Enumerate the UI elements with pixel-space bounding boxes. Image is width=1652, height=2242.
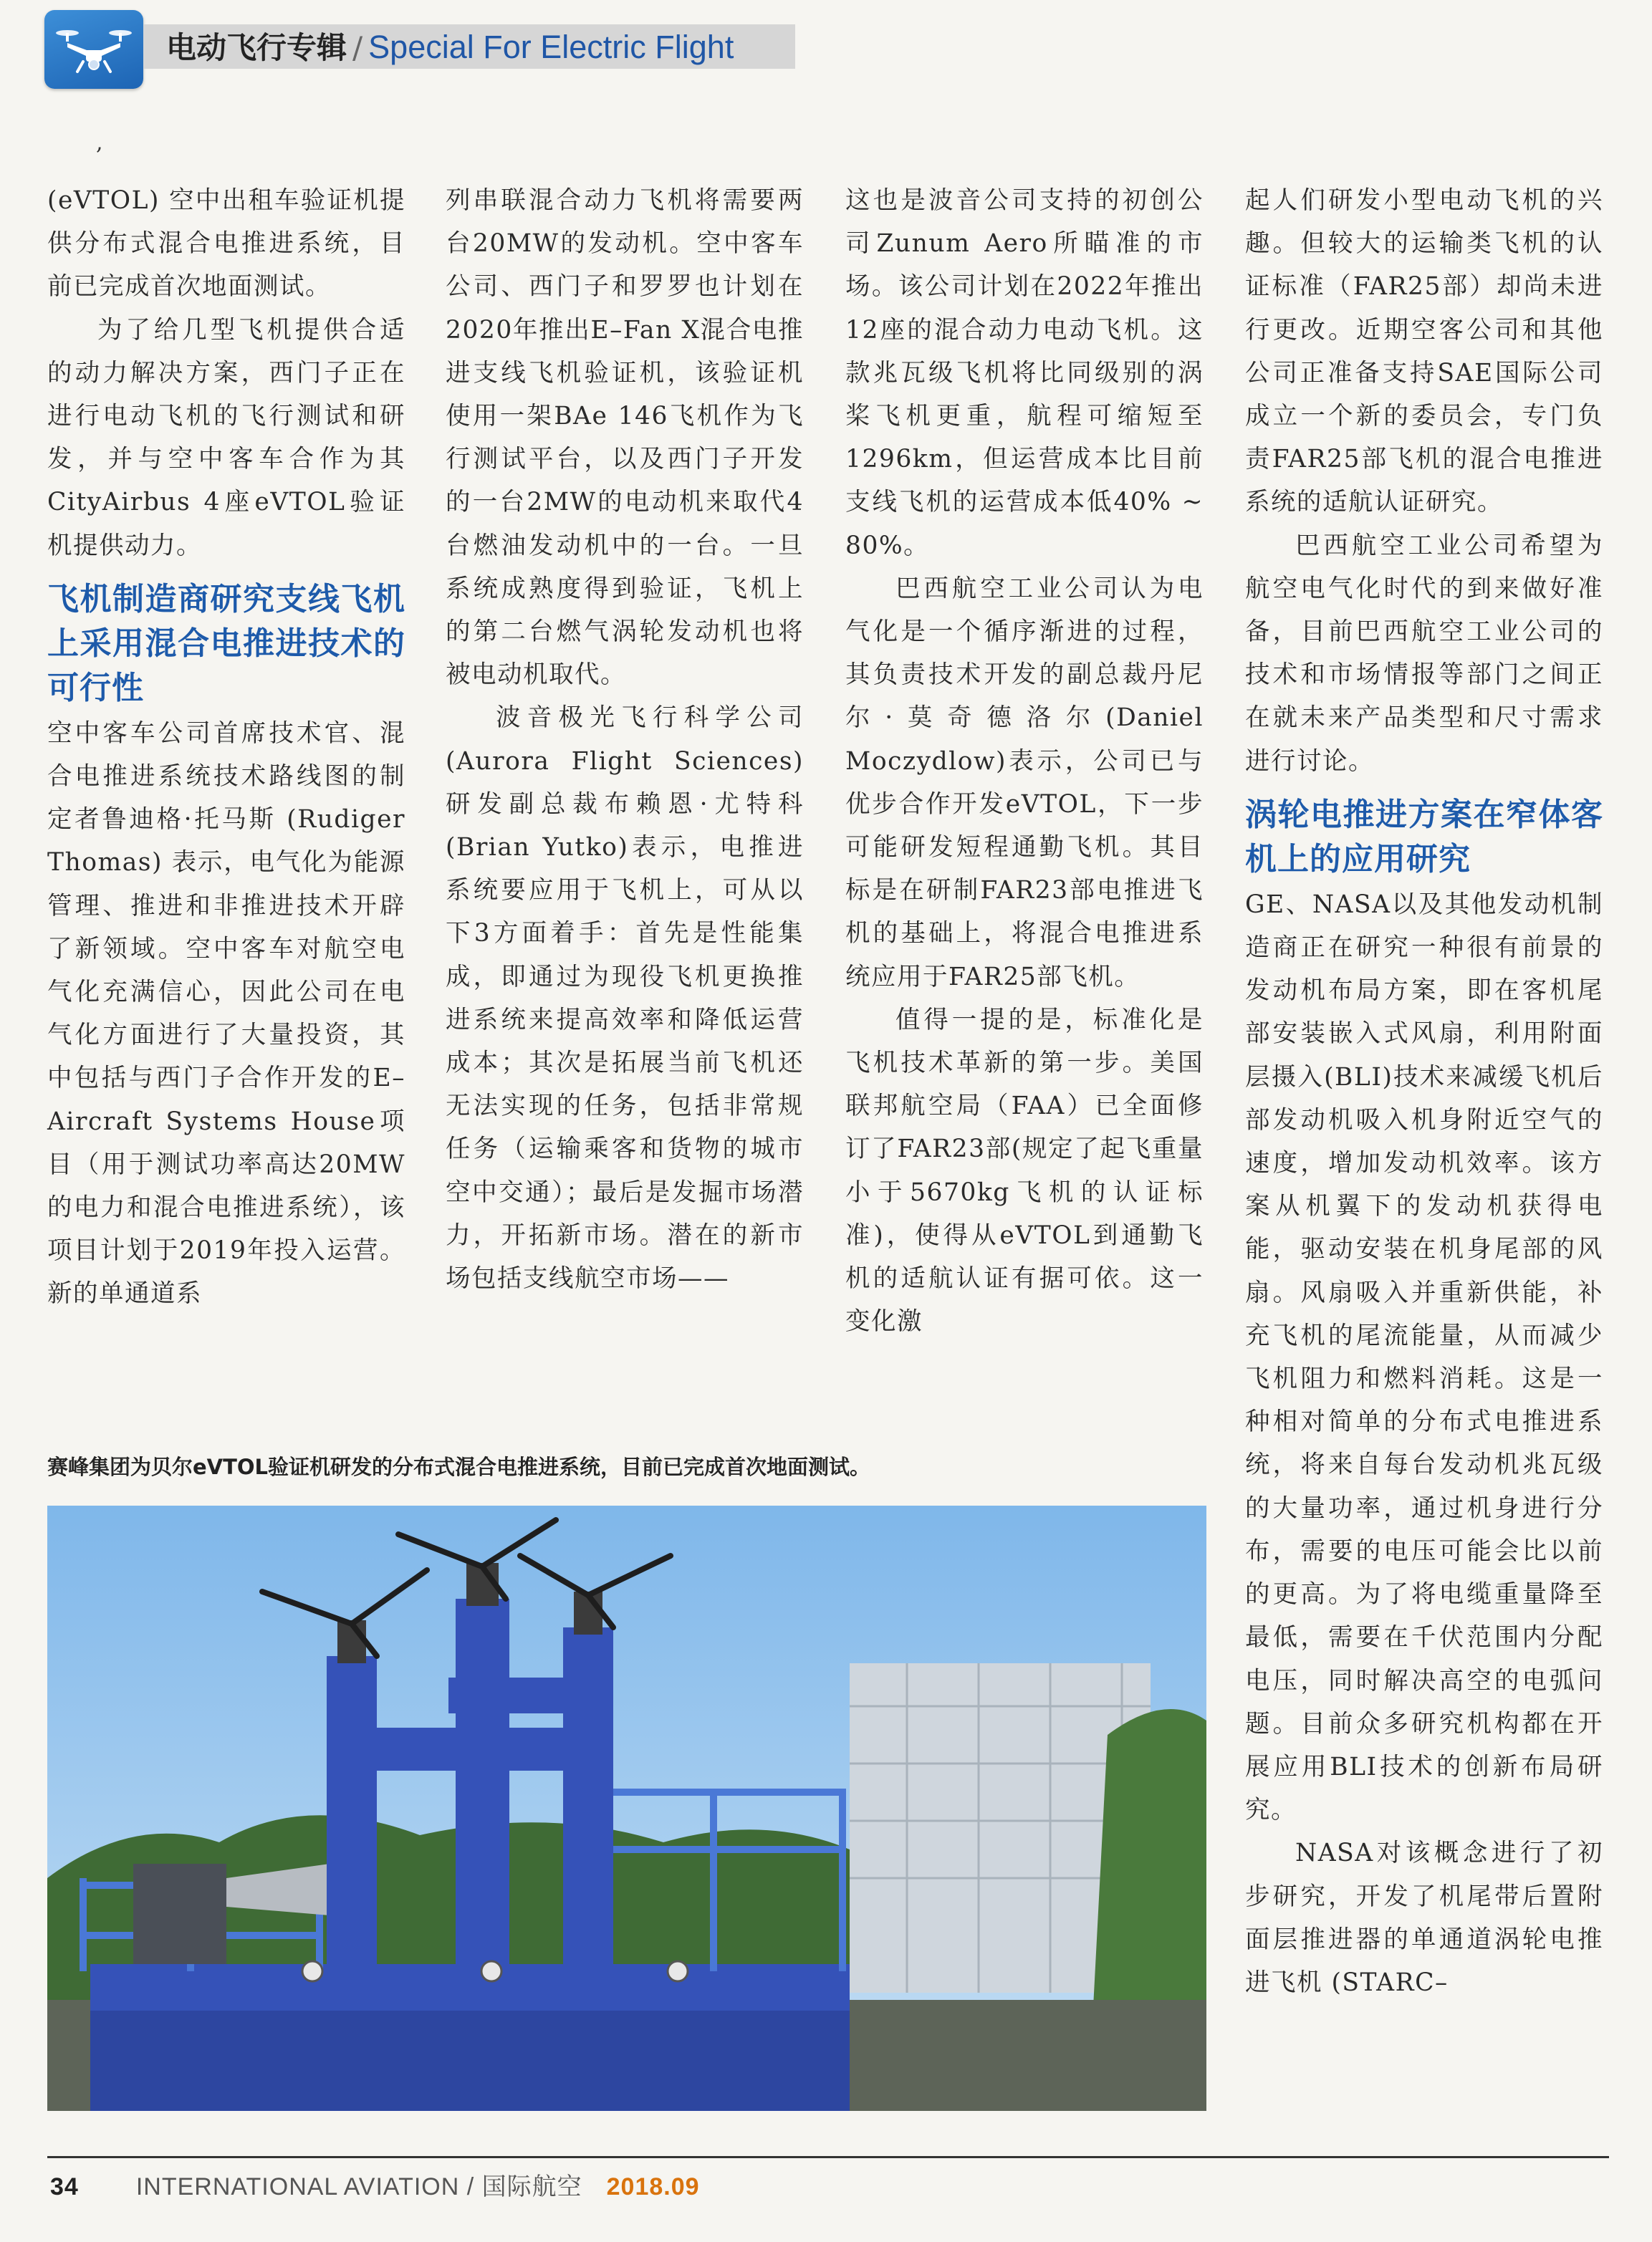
paragraph: 起人们研发小型电动飞机的兴趣。但较大的运输类飞机的认证标准（FAR25部）却尚未进行更改。近期空客公司和其他公司正准备支持SAE国际公司成立一个新的委员会，专门负责FAR25部飞机的混合电推进系统的适航认证研究。 xyxy=(1245,186,1603,517)
photo-caption: 赛峰集团为贝尔eVTOL验证机研发的分布式混合电推进系统，目前已完成首次地面测试。 xyxy=(47,1455,871,1479)
paragraph: 巴西航空工业公司认为电气化是一个循序渐进的过程，其负责技术开发的副总裁丹尼尔·莫奇德洛尔(Daniel Moczydlow)表示，公司已与优步合作开发eVTOL，下一步可能研发短程通勤飞机。其目标是在研制FAR23部电推进飞机的基础上，将混合电推进系统应用于FAR25部飞机。 xyxy=(845,574,1204,991)
stray-mark: , xyxy=(96,130,103,155)
paragraph: 波音极光飞行科学公司(Aurora Flight Sciences)研发副总裁布赖恩·尤特科(Brian Yutko)表示，电推进系统要应用于飞机上，可从以下3方面着手：首先是性能集成，即通过为现役飞机更换推进系统来提高效率和降低运营成本；其次是拓展当前飞机还无法实现的任务，包括非常规任务（运输乘客和货物的城市空中交通）；最后是发掘市场潜力，开拓新市场。潜在的新市场包括支线航空市场—— xyxy=(446,703,804,1294)
paragraph: 值得一提的是，标准化是飞机技术革新的第一步。美国联邦航空局（FAA）已全面修订了FAR23部(规定了起飞重量小于5670kg飞机的认证标准)，使得从eVTOL到通勤飞机的适航认证有据可依。这一变化激 xyxy=(845,1005,1204,1337)
page-number: 34 xyxy=(50,2173,79,2200)
paragraph: 为了给几型飞机提供合适的动力解决方案，西门子正在进行电动飞机的飞行测试和研发，并与空中客车合作为其CityAirbus 4座eVTOL验证机提供动力。 xyxy=(47,315,405,560)
paragraph: 列串联混合动力飞机将需要两台20MW的发动机。空中客车公司、西门子和罗罗也计划在2020年推出E–Fan X混合电推进支线飞机验证机，该验证机使用一架BAe 146飞机作为飞行测试平台，以及西门子开发的一台2MW的电动机来取代4台燃油发动机中的一台。一旦系统成熟度得到验证，飞机上的第二台燃气涡轮发动机也将被电动机取代。 xyxy=(446,186,804,690)
paragraph: 巴西航空工业公司希望为航空电气化时代的到来做好准备，目前巴西航空工业公司的技术和市场情报等部门之间正在就未来产品类型和尺寸需求进行讨论。 xyxy=(1245,531,1603,776)
page-footer xyxy=(50,2170,700,2203)
magazine-name-cn: 国际航空 xyxy=(481,2173,582,2200)
article-column-2 xyxy=(446,179,804,1300)
drone-icon xyxy=(54,21,133,79)
section-title xyxy=(166,26,734,69)
paragraph: (eVTOL) 空中出租车验证机提供分布式混合电推进系统，目前已完成首次地面测试。 xyxy=(47,186,405,302)
section-title-cn: 电动飞行专辑 xyxy=(166,30,347,65)
title-separator: / xyxy=(352,30,363,65)
section-heading: 飞机制造商研究支线飞机上采用混合电推进技术的可行性 xyxy=(47,580,405,706)
article-column-1 xyxy=(47,179,405,1316)
paragraph: NASA对该概念进行了初步研究，开发了机尾带后置附面层推进器的单通道涡轮电推进飞机 (STARC– xyxy=(1245,1839,1603,1997)
article-column-4 xyxy=(1245,179,1603,2004)
paragraph: 这也是波音公司支持的初创公司Zunum Aero所瞄准的市场。该公司计划在2022年推出12座的混合动力电动飞机。这款兆瓦级飞机将比同级别的涡桨飞机更重，航程可缩短至1296km，但运营成本比目前支线飞机的运营成本低40% ~ 80%。 xyxy=(845,186,1204,560)
section-title-en: Special For Electric Flight xyxy=(368,29,734,65)
paragraph: GE、NASA以及其他发动机制造商正在研究一种很有前景的发动机布局方案，即在客机尾部安装嵌入式风扇，利用附面层摄入(BLI)技术来减缓飞机后部发动机吸入机身附近空气的速度，增加发动机效率。该方案从机翼下的发动机获得电能，驱动安装在机身尾部的风扇。风扇吸入并重新供能，补充飞机的尾流能量，从而减少飞机阻力和燃料消耗。这是一种相对简单的分布式电推进系统，将来自每台发动机兆瓦级的大量功率，通过机身进行分布，需要的电压可能会比以前的更高。为了将电缆重量降至最低，需要在千伏范围内分配电压，同时解决高空的电弧问题。目前众多研究机构都在开展应用BLI技术的创新布局研究。 xyxy=(1245,890,1603,1825)
magazine-name-en: INTERNATIONAL AVIATION / xyxy=(135,2173,475,2200)
paragraph: 空中客车公司首席技术官、混合电推进系统技术路线图的制定者鲁迪格·托马斯 (Rudiger Thomas) 表示，电气化为能源管理、推进和非推进技术开辟了新领域。空中客车对航空电气化充满信心，因此公司在电气化方面进行了大量投资，其中包括与西门子合作开发的E–Aircraft Systems House项目（用于测试功率高达20MW的电力和混合电推进系统），该项目计划于2019年投入运营。新的单通道系 xyxy=(47,718,405,1309)
footer-rule xyxy=(47,2156,1609,2158)
article-column-3 xyxy=(845,179,1204,1343)
section-heading: 涡轮电推进方案在窄体客机上的应用研究 xyxy=(1245,796,1603,877)
issue-date: 2018.09 xyxy=(606,2173,700,2200)
section-logo xyxy=(44,10,143,89)
test-rig-photo xyxy=(47,1506,1206,2111)
